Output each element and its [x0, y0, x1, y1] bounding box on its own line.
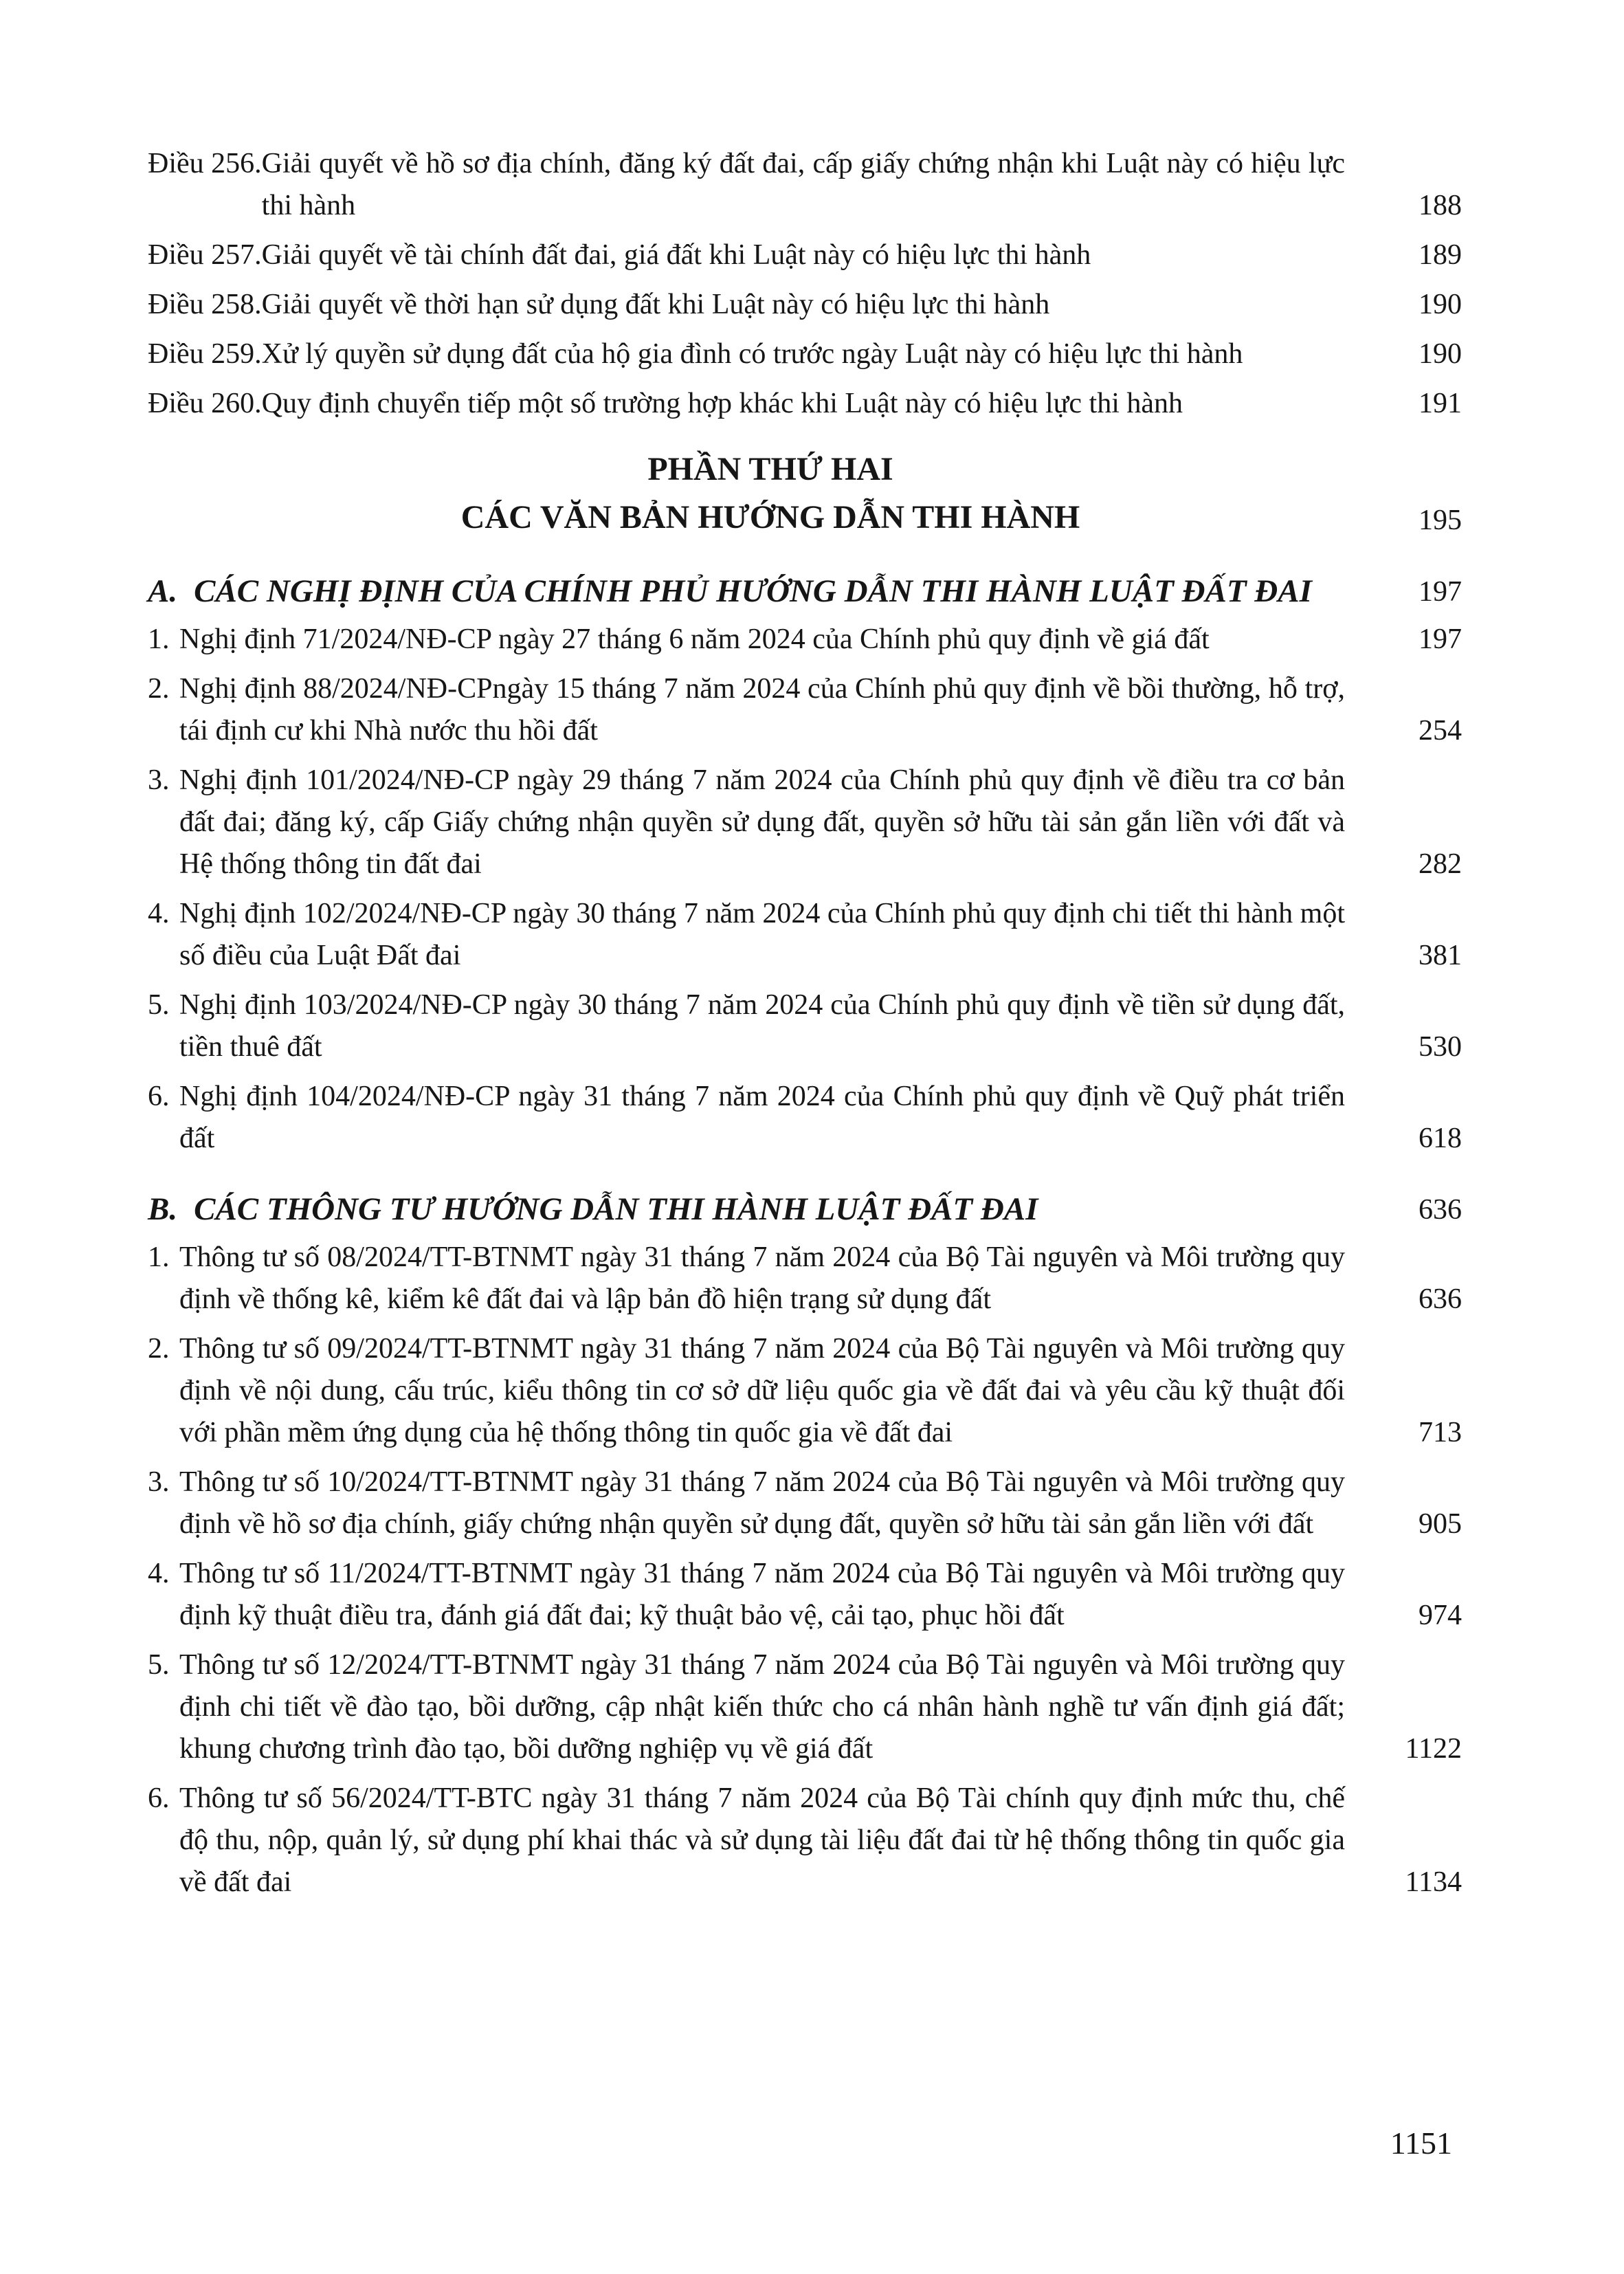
- entry-page-number: 713: [1419, 1417, 1462, 1448]
- toc-entry-decree-4: [148, 893, 1462, 977]
- toc-entry-decree-6: [148, 1076, 1462, 1160]
- entry-text: Giải quyết về thời hạn sử dụng đất khi Luật này có hiệu lực thi hành: [261, 289, 1050, 320]
- entry-page-number: 189: [1419, 239, 1462, 271]
- item-number: 2.: [148, 1333, 170, 1365]
- table-of-contents: [148, 143, 1462, 1911]
- section-a-heading: [148, 569, 1462, 613]
- entry-page-number: 254: [1419, 715, 1462, 747]
- entry-page-number: 1134: [1405, 1866, 1462, 1898]
- entry-page-number: 905: [1419, 1508, 1462, 1540]
- toc-entry-circular-2: [148, 1328, 1462, 1454]
- toc-entry-decree-2: [148, 668, 1462, 752]
- article-label: Điều 256.: [148, 148, 262, 179]
- entry-page-number: 1122: [1405, 1733, 1462, 1765]
- entry-page-number: 197: [1419, 623, 1462, 655]
- section-b-title: CÁC THÔNG TƯ HƯỚNG DẪN THI HÀNH LUẬT ĐẤT ĐAI: [194, 1191, 1038, 1227]
- section-b-heading: [148, 1187, 1462, 1231]
- entry-text: Thông tư số 12/2024/TT-BTNMT ngày 31 tháng 7 năm 2024 của Bộ Tài nguyên và Môi trường quy định chi tiết về đào tạo, bồi dưỡng, cập nhật kiến thức cho cá nhân hành nghề tư vấn định giá đất; khung chương trình đào tạo, bồi dưỡng nghiệp vụ về giá đất: [179, 1649, 1345, 1765]
- item-number: 6.: [148, 1081, 170, 1112]
- entry-page-number: 190: [1419, 338, 1462, 370]
- entry-page-number: 530: [1419, 1031, 1462, 1063]
- item-number: 4.: [148, 1558, 170, 1589]
- section-b-page-number: 636: [1419, 1194, 1462, 1226]
- item-number: 3.: [148, 764, 170, 796]
- part-heading: [148, 445, 1462, 542]
- decrees-toc-list: [148, 619, 1462, 1160]
- toc-entry-circular-3: [148, 1461, 1462, 1545]
- section-a-page-number: 197: [1419, 576, 1462, 608]
- item-number: 4.: [148, 898, 170, 929]
- item-number: 6.: [148, 1782, 170, 1814]
- part-subtitle: CÁC VĂN BẢN HƯỚNG DẪN THI HÀNH: [460, 499, 1080, 536]
- entry-text: Giải quyết về tài chính đất đai, giá đất khi Luật này có hiệu lực thi hành: [261, 239, 1091, 271]
- toc-entry-article-257: [148, 234, 1462, 276]
- toc-entry-circular-5: [148, 1644, 1462, 1770]
- item-number: 1.: [148, 623, 170, 655]
- entry-text: Thông tư số 08/2024/TT-BTNMT ngày 31 tháng 7 năm 2024 của Bộ Tài nguyên và Môi trường quy định về thống kê, kiểm kê đất đai và lập bản đồ hiện trạng sử dụng đất: [179, 1241, 1345, 1315]
- circulars-toc-list: [148, 1237, 1462, 1903]
- entry-text: Thông tư số 09/2024/TT-BTNMT ngày 31 tháng 7 năm 2024 của Bộ Tài nguyên và Môi trường quy định về nội dung, cấu trúc, kiểu thông tin cơ sở dữ liệu quốc gia về đất đai và yêu cầu kỹ thuật đối với phần mềm ứng dụng của hệ thống thông tin quốc gia về đất đai: [179, 1333, 1345, 1448]
- part-page-number: 195: [1419, 505, 1462, 536]
- entry-text: Giải quyết về hồ sơ địa chính, đăng ký đất đai, cấp giấy chứng nhận khi Luật này có hiệu lực thi hành: [261, 148, 1345, 221]
- part-heading-line1: [148, 445, 1462, 494]
- entry-text: Nghị định 102/2024/NĐ-CP ngày 30 tháng 7 năm 2024 của Chính phủ quy định chi tiết thi hành một số điều của Luật Đất đai: [179, 898, 1345, 971]
- entry-text: Thông tư số 56/2024/TT-BTC ngày 31 tháng 7 năm 2024 của Bộ Tài chính quy định mức thu, chế độ thu, nộp, quản lý, sử dụng phí khai thác và sử dụng tài liệu đất đai từ hệ thống thông tin quốc gia về đất đai: [179, 1782, 1345, 1898]
- entry-page-number: 381: [1419, 940, 1462, 971]
- toc-entry-circular-1: [148, 1237, 1462, 1321]
- toc-entry-decree-1: [148, 619, 1462, 661]
- toc-entry-decree-5: [148, 984, 1462, 1068]
- articles-toc-list: [148, 143, 1462, 425]
- item-number: 3.: [148, 1466, 170, 1498]
- section-b-label: B.: [148, 1191, 178, 1227]
- section-a-label: A.: [148, 573, 178, 609]
- entry-page-number: 974: [1419, 1600, 1462, 1631]
- toc-entry-article-259: [148, 333, 1462, 375]
- entry-text: Thông tư số 11/2024/TT-BTNMT ngày 31 tháng 7 năm 2024 của Bộ Tài nguyên và Môi trường quy định kỹ thuật điều tra, đánh giá đất đai; kỹ thuật bảo vệ, cải tạo, phục hồi đất: [179, 1558, 1345, 1631]
- entry-text: Quy định chuyển tiếp một số trường hợp khác khi Luật này có hiệu lực thi hành: [261, 388, 1183, 419]
- section-a-title: CÁC NGHỊ ĐỊNH CỦA CHÍNH PHỦ HƯỚNG DẪN THI HÀNH LUẬT ĐẤT ĐAI: [194, 573, 1312, 609]
- part-heading-line2: [148, 494, 1462, 542]
- entry-text: Nghị định 104/2024/NĐ-CP ngày 31 tháng 7 năm 2024 của Chính phủ quy định về Quỹ phát triển đất: [179, 1081, 1345, 1154]
- toc-entry-decree-3: [148, 760, 1462, 885]
- entry-page-number: 188: [1419, 190, 1462, 221]
- part-title: PHẦN THỨ HAI: [647, 451, 893, 487]
- article-label: Điều 258.: [148, 289, 262, 320]
- toc-entry-article-260: [148, 383, 1462, 425]
- item-number: 2.: [148, 673, 170, 705]
- entry-text: Nghị định 88/2024/NĐ-CPngày 15 tháng 7 năm 2024 của Chính phủ quy định về bồi thường, hỗ trợ, tái định cư khi Nhà nước thu hồi đất: [179, 673, 1345, 747]
- entry-page-number: 191: [1419, 388, 1462, 419]
- entry-text: Nghị định 71/2024/NĐ-CP ngày 27 tháng 6 năm 2024 của Chính phủ quy định về giá đất: [179, 623, 1210, 655]
- entry-text: Xử lý quyền sử dụng đất của hộ gia đình có trước ngày Luật này có hiệu lực thi hành: [261, 338, 1243, 370]
- entry-text: Nghị định 103/2024/NĐ-CP ngày 30 tháng 7 năm 2024 của Chính phủ quy định về tiền sử dụng đất, tiền thuê đất: [179, 989, 1345, 1063]
- article-label: Điều 259.: [148, 338, 262, 370]
- toc-entry-circular-6: [148, 1778, 1462, 1903]
- entry-page-number: 636: [1419, 1283, 1462, 1315]
- entry-page-number: 282: [1419, 848, 1462, 880]
- entry-text: Nghị định 101/2024/NĐ-CP ngày 29 tháng 7 năm 2024 của Chính phủ quy định về điều tra cơ bản đất đai; đăng ký, cấp Giấy chứng nhận quyền sử dụng đất, quyền sở hữu tài sản gắn liền với đất và Hệ thống thông tin đất đai: [179, 764, 1345, 880]
- item-number: 1.: [148, 1241, 170, 1273]
- toc-entry-circular-4: [148, 1553, 1462, 1637]
- item-number: 5.: [148, 1649, 170, 1681]
- entry-text: Thông tư số 10/2024/TT-BTNMT ngày 31 tháng 7 năm 2024 của Bộ Tài nguyên và Môi trường quy định về hồ sơ địa chính, giấy chứng nhận quyền sử dụng đất, quyền sở hữu tài sản gắn liền với đất: [179, 1466, 1345, 1540]
- article-label: Điều 260.: [148, 388, 262, 419]
- toc-entry-article-256: [148, 143, 1462, 227]
- footer-page-number: 1151: [1390, 2126, 1452, 2161]
- toc-entry-article-258: [148, 284, 1462, 326]
- entry-page-number: 618: [1419, 1123, 1462, 1154]
- item-number: 5.: [148, 989, 170, 1021]
- article-label: Điều 257.: [148, 239, 262, 271]
- entry-page-number: 190: [1419, 289, 1462, 320]
